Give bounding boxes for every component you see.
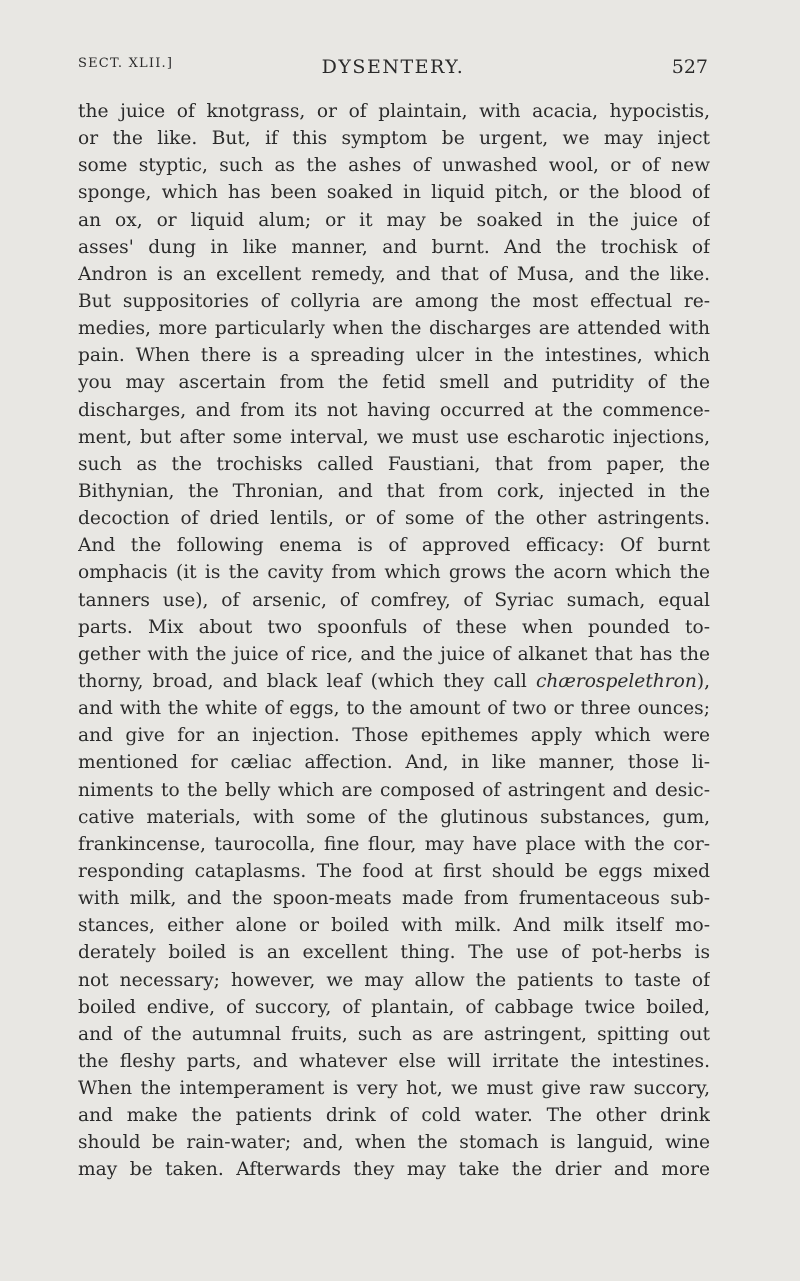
text-line: and with the white of eggs, to the amount of two or three ounces; — [78, 698, 710, 720]
text-line: When the intemperament is very hot, we must give raw succory, — [78, 1078, 710, 1100]
running-header — [78, 56, 708, 86]
text-line: or the like. But, if this symptom be urgent, we may inject — [78, 128, 710, 150]
text-line: tanners use), of arsenic, of comfrey, of Syriac sumach, equal — [78, 589, 710, 611]
text-line: not necessary; however, we may allow the patients to taste of — [78, 969, 710, 991]
chapter-title: DYSENTERY. — [321, 56, 465, 78]
text-line: the juice of knotgrass, or of plaintain, with acacia, hypocistis, — [78, 101, 710, 122]
text-line: you may ascertain from the fetid smell and putridity of the — [78, 372, 710, 394]
text-line: niments to the belly which are composed of astringent and desic- — [78, 779, 710, 801]
text-line: responding cataplasms. The food at first should be eggs mixed — [78, 860, 710, 882]
text-line: the fleshy parts, and whatever else will irritate the intestines. — [78, 1050, 710, 1072]
text-line: may be taken. Afterwards they may take the drier and more — [78, 1159, 710, 1181]
italic-term: chærospelethron — [535, 670, 697, 692]
text-line: such as the trochisks called Faustiani, that from paper, the — [78, 453, 710, 475]
text-line: and make the patients drink of cold water. The other drink — [78, 1105, 710, 1127]
text-line: an ox, or liquid alum; or it may be soaked in the juice of — [78, 209, 710, 231]
text-line: But suppositories of collyria are among the most effectual re- — [78, 290, 710, 312]
text-line: Andron is an excellent remedy, and that of Musa, and the like. — [78, 263, 710, 285]
text-line: and of the autumnal fruits, such as are astringent, spitting out — [78, 1023, 710, 1045]
text-line: boiled endive, of succory, of plantain, of cabbage twice boiled, — [78, 996, 710, 1018]
text-line: with milk, and the spoon-meats made from frumentaceous sub- — [78, 888, 710, 910]
text-line: should be rain-water; and, when the stomach is languid, wine — [78, 1132, 710, 1154]
text-line: omphacis (it is the cavity from which grows the acorn which the — [78, 562, 710, 584]
text-segment: thorny, broad, and black leaf (which they call — [78, 670, 536, 692]
text-line: stances, either alone or boiled with milk. And milk itself mo- — [78, 915, 710, 937]
section-label: SECT. XLII.] — [78, 56, 174, 71]
text-line: asses' dung in like manner, and burnt. And the trochisk of — [78, 236, 710, 258]
text-line: mentioned for cæliac affection. And, in like manner, those li- — [78, 752, 710, 774]
text-line: derately boiled is an excellent thing. The use of pot-herbs is — [78, 942, 710, 964]
text-line: cative materials, with some of the glutinous substances, gum, — [78, 806, 710, 828]
text-line: parts. Mix about two spoonfuls of these when pounded to- — [78, 616, 710, 638]
body-text — [78, 98, 710, 1184]
text-line: frankincense, taurocolla, fine flour, may have place with the cor- — [78, 833, 710, 855]
text-line: discharges, and from its not having occurred at the commence- — [78, 399, 710, 421]
text-line: medies, more particularly when the discharges are attended with — [78, 318, 710, 340]
text-line: ment, but after some interval, we must use escharotic injections, — [78, 426, 710, 448]
text-line-with-italic — [78, 668, 710, 695]
text-line: Bithynian, the Thronian, and that from cork, injected in the — [78, 480, 710, 502]
text-segment: ), — [696, 670, 710, 692]
page-number: 527 — [671, 56, 708, 78]
text-line: some styptic, such as the ashes of unwashed wool, or of new — [78, 155, 710, 177]
text-line: decoction of dried lentils, or of some of the other astringents. — [78, 508, 710, 530]
text-line: and give for an injection. Those epithemes apply which were — [78, 725, 710, 747]
text-line: gether with the juice of rice, and the juice of alkanet that has the — [78, 643, 710, 665]
text-line: And the following enema is of approved efficacy: Of burnt — [78, 535, 710, 557]
text-line: sponge, which has been soaked in liquid pitch, or the blood of — [78, 182, 710, 204]
text-line: pain. When there is a spreading ulcer in the intestines, which — [78, 345, 710, 367]
